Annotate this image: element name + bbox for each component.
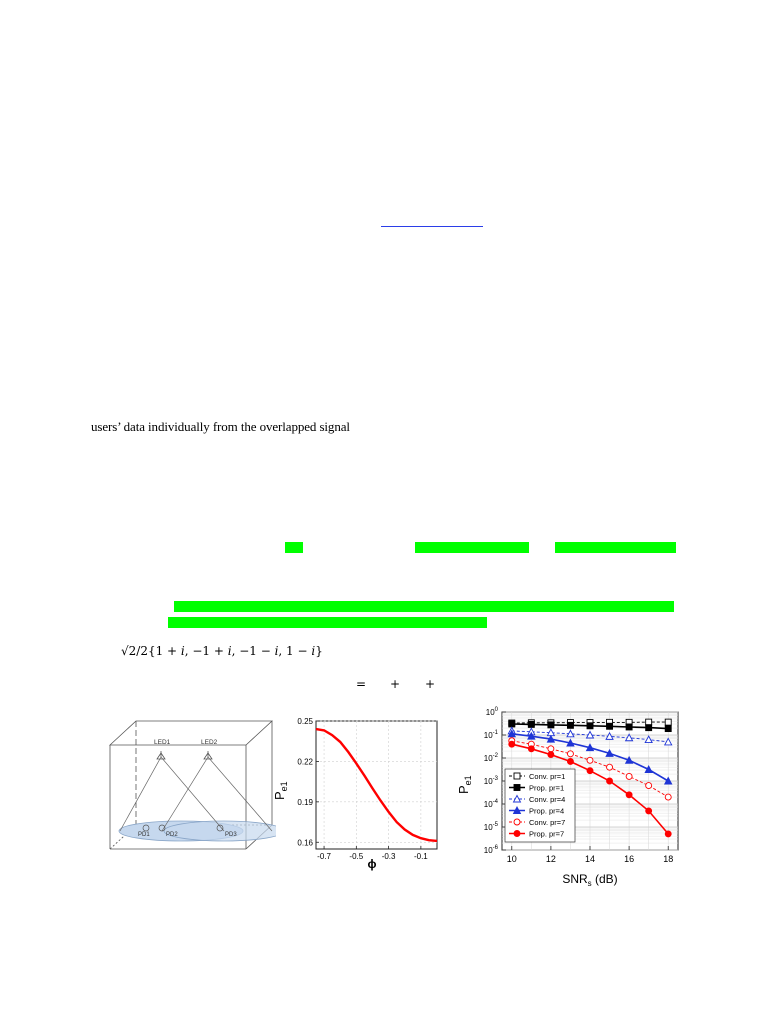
data-point: [509, 721, 515, 727]
data-point: [587, 723, 593, 729]
x-axis-title: ϕ: [367, 857, 377, 871]
constellation-formula: √2/2{1 + 𝑖, −1 + 𝑖, −1 − 𝑖, 1 − 𝑖}: [121, 644, 323, 658]
data-point: [626, 724, 632, 730]
data-point: [567, 722, 573, 728]
data-point: [607, 723, 613, 729]
y-tick-label: 0.19: [297, 797, 313, 807]
legend-marker: [514, 819, 520, 825]
y-tick-label: $10^{-1}$: [483, 730, 498, 740]
data-point: [665, 726, 671, 732]
legend: [505, 769, 575, 842]
led-icon: [157, 751, 212, 759]
y-tick-label: $10^{-3}$: [483, 776, 498, 786]
y-axis-title: $P_{e1}$: [272, 781, 289, 800]
series-line: [316, 729, 437, 841]
y-tick-label: $10^{-6}$: [483, 845, 498, 855]
plus-sign: +: [390, 677, 401, 691]
data-point: [665, 719, 671, 725]
legend-label: Prop. pr=4: [529, 806, 565, 816]
data-point: [626, 792, 632, 798]
data-point: [548, 752, 554, 758]
x-axis-title: $SNR_s$ (dB): [562, 872, 618, 888]
legend-label: Conv. pr=7: [529, 817, 566, 827]
pe1-vs-snr-chart: [454, 706, 684, 892]
x-tick-label: -0.1: [413, 852, 428, 861]
room-top-face: [110, 721, 272, 745]
legend-marker: [514, 773, 520, 779]
data-point: [528, 721, 534, 727]
highlight-mark: [415, 542, 529, 553]
data-point: [607, 778, 613, 784]
data-point: [646, 808, 652, 814]
y-tick-label: 0.16: [297, 838, 313, 848]
legend-label: Conv. pr=4: [529, 794, 566, 804]
legend-label: Prop. pr=1: [529, 783, 565, 793]
led2-label: LED2: [201, 739, 218, 746]
y-tick-label: $10^{-2}$: [483, 753, 498, 763]
y-tick-label: 0.22: [297, 757, 313, 767]
data-point: [646, 783, 652, 789]
data-point: [567, 758, 573, 764]
plus-sign: +: [425, 677, 436, 691]
data-point: [607, 764, 613, 770]
highlight-mark: [174, 601, 674, 612]
led1-label: LED1: [154, 739, 171, 746]
data-point: [587, 768, 593, 774]
data-point: [626, 773, 632, 779]
x-tick-label: -0.5: [349, 852, 364, 861]
data-point: [646, 725, 652, 731]
y-tick-label: $10^0$: [485, 707, 498, 717]
legend-marker: [514, 831, 520, 837]
highlight-mark: [285, 542, 303, 553]
pd3-label: PD3: [225, 832, 237, 838]
data-point: [548, 722, 554, 728]
y-tick-label: $10^{-4}$: [483, 799, 498, 809]
link-underline[interactable]: [381, 226, 483, 227]
data-point: [665, 831, 671, 837]
highlight-mark: [168, 617, 487, 628]
pd2-label: PD2: [166, 832, 178, 838]
data-point: [509, 741, 515, 747]
data-point: [548, 746, 554, 752]
data-point: [528, 746, 534, 752]
x-tick-label: 18: [663, 854, 674, 864]
x-tick-label: 14: [584, 854, 596, 864]
room-diagram-figure: [106, 717, 276, 853]
x-tick-label: -0.3: [381, 852, 396, 861]
y-tick-label: 0.25: [297, 717, 313, 726]
highlight-mark: [555, 542, 676, 553]
equals-sign: =: [356, 677, 367, 691]
y-axis-title: $P_{e1}$: [456, 775, 473, 794]
legend-label: Conv. pr=1: [529, 771, 566, 781]
x-tick-label: 12: [545, 854, 556, 864]
x-tick-label: -0.7: [317, 852, 331, 861]
legend-marker: [514, 785, 520, 791]
plot-area: [316, 721, 437, 849]
y-tick-label: $10^{-5}$: [483, 822, 498, 832]
data-point: [665, 794, 671, 800]
pd1-label: PD1: [138, 832, 150, 838]
data-point: [665, 738, 672, 745]
legend-label: Prop. pr=7: [529, 829, 565, 839]
data-point: [587, 757, 593, 763]
data-point: [567, 751, 573, 757]
body-text-line: users’ data individually from the overlapped signal: [91, 419, 350, 434]
pe1-vs-phi-chart: [266, 715, 442, 875]
x-tick-label: 16: [624, 854, 635, 864]
x-tick-label: 10: [506, 854, 517, 864]
